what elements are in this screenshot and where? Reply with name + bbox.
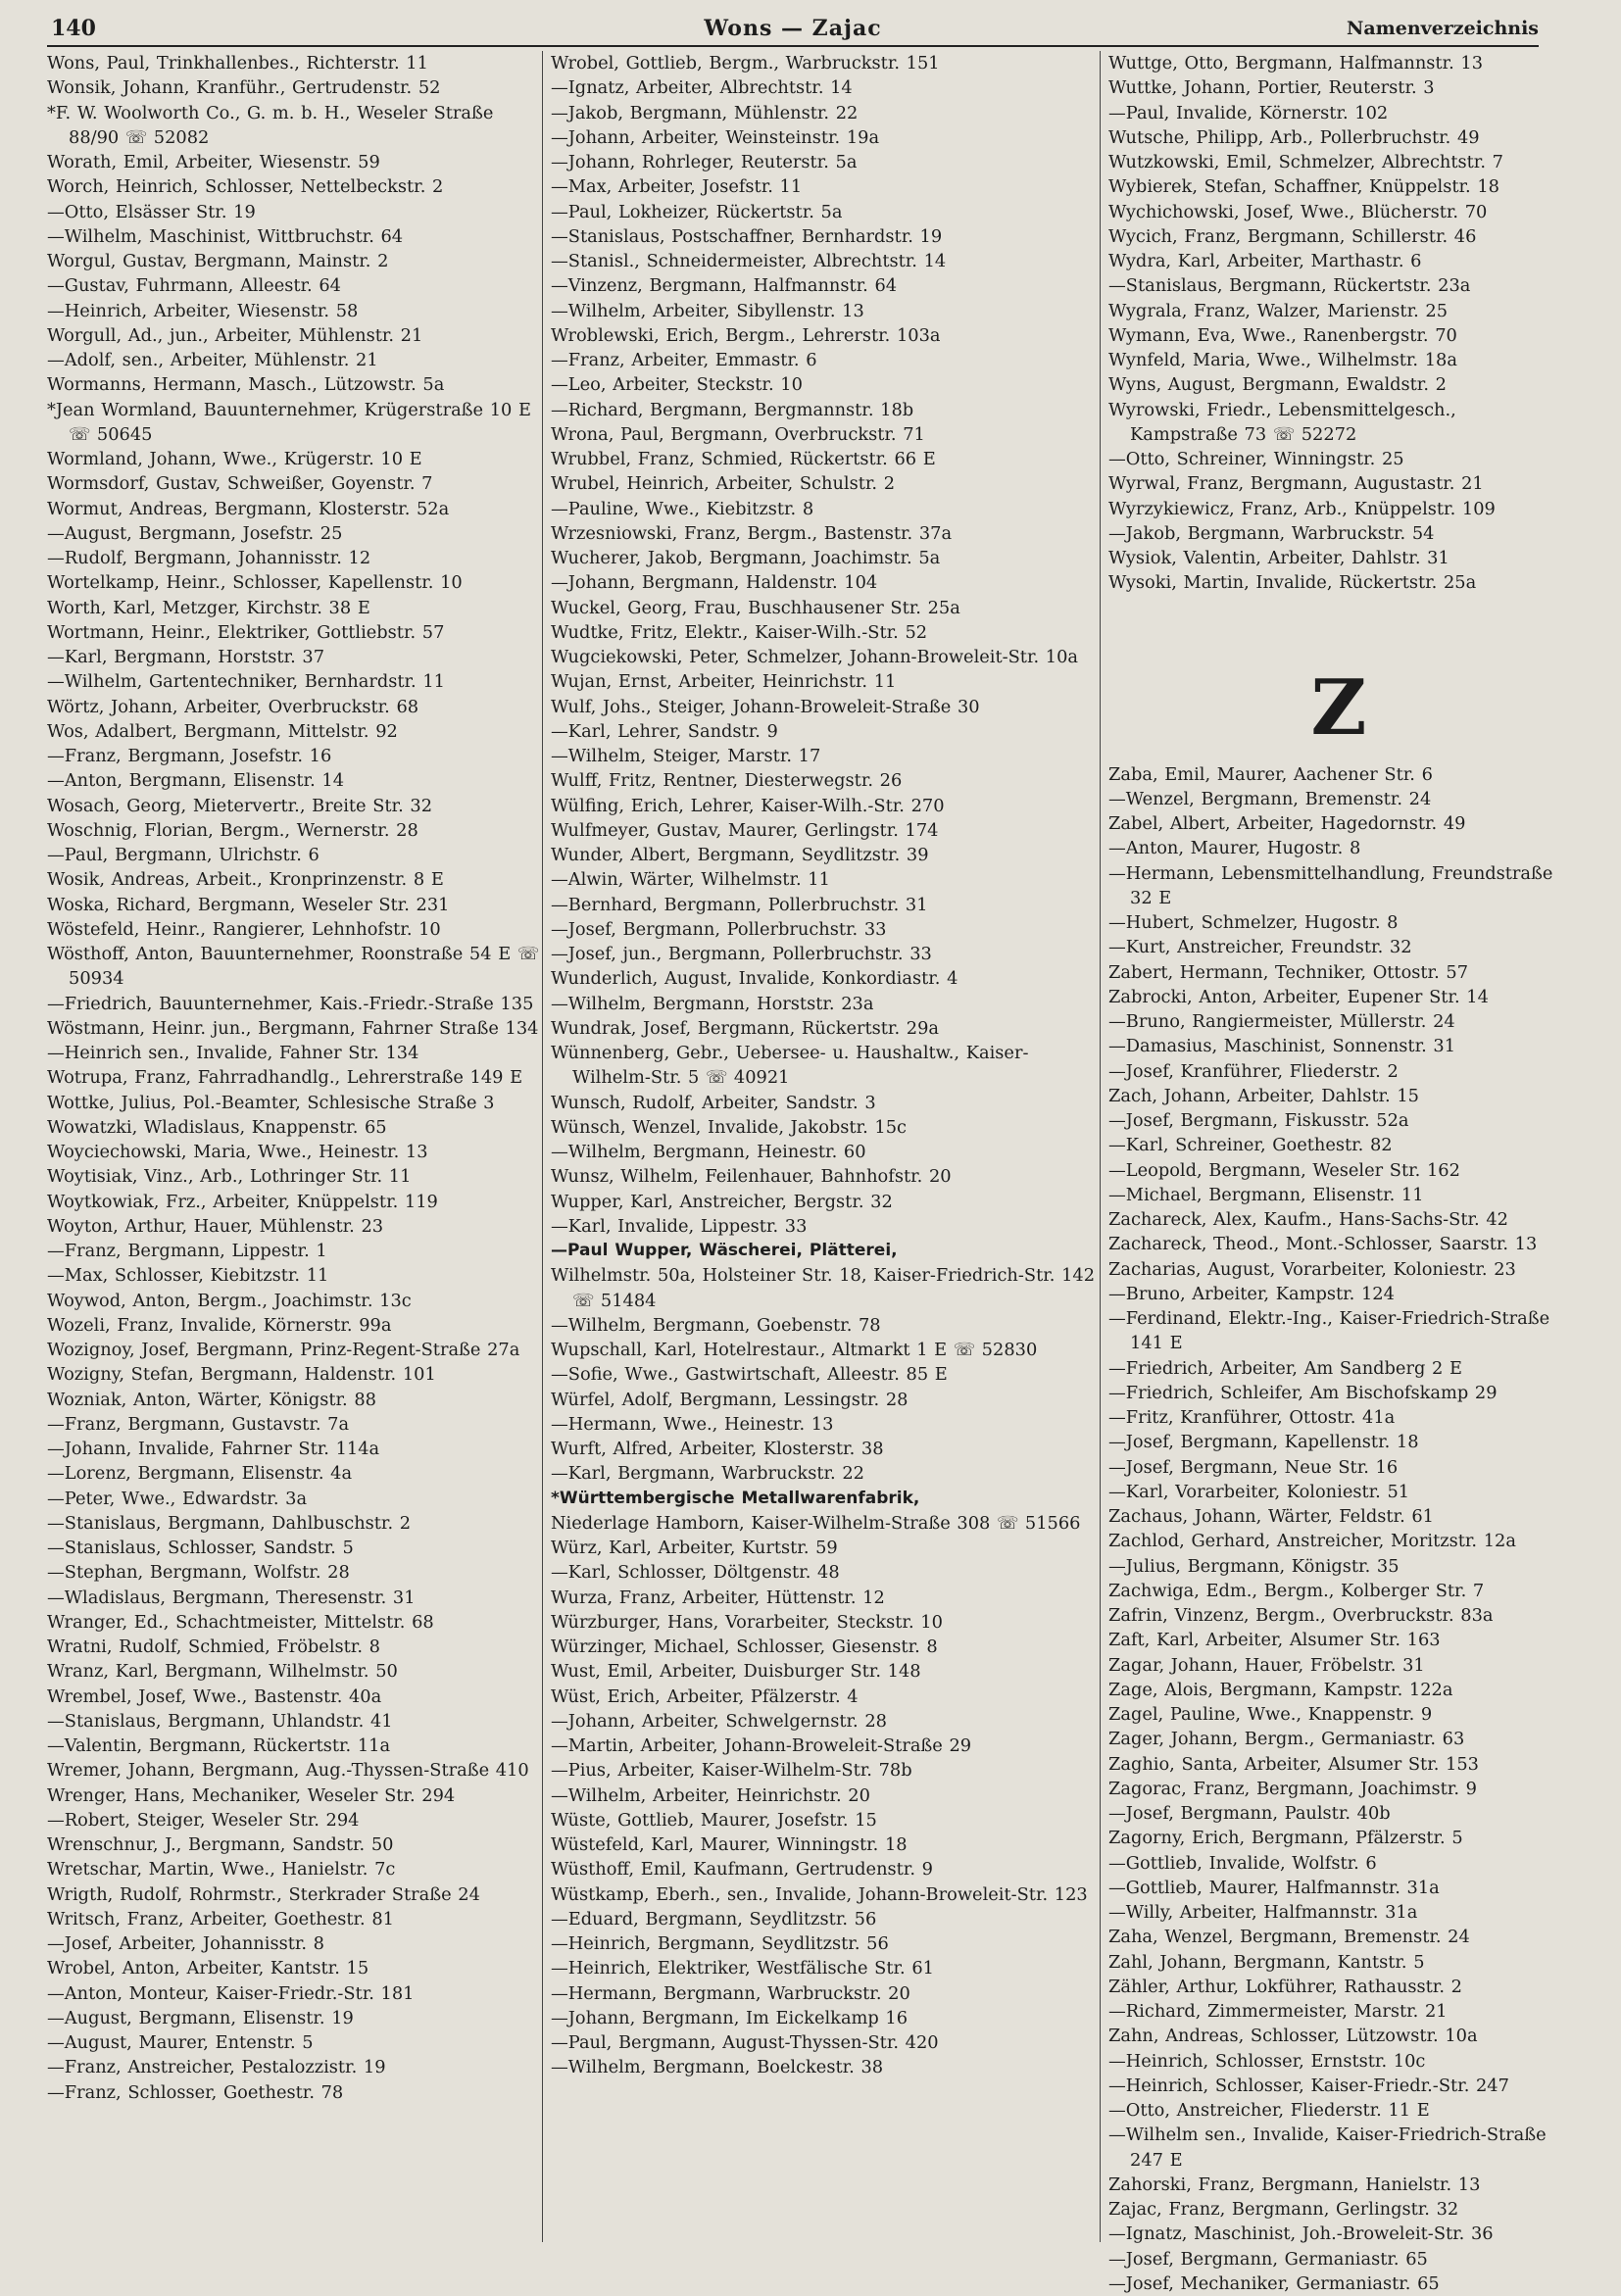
directory-entry: Wrigth, Rudolf, Rohrmstr., Sterkrader Straße 24 (47, 1882, 542, 1907)
directory-entry: —Jakob, Bergmann, Mühlenstr. 22 (551, 101, 1100, 125)
directory-entry: Wos, Adalbert, Bergmann, Mittelstr. 92 (47, 719, 542, 744)
directory-entry: —Wilhelm, Steiger, Marstr. 17 (551, 744, 1100, 768)
directory-entry: Zahn, Andreas, Schlosser, Lützowstr. 10a (1108, 2024, 1569, 2048)
directory-entry: —Stanislaus, Postschaffner, Bernhardstr. 19 (551, 224, 1100, 249)
column-3-entries-w (1108, 51, 1569, 596)
directory-entry: —Otto, Schreiner, Winningstr. 25 (1108, 447, 1569, 471)
directory-entry: Wratni, Rudolf, Schmied, Fröbelstr. 8 (47, 1635, 542, 1659)
directory-entry: —Josef, Bergmann, Kapellenstr. 18 (1108, 1430, 1569, 1454)
directory-entry: —Wilhelm, Gartentechniker, Bernhardstr. 11 (47, 669, 542, 694)
directory-entry: Wilhelmstr. 50a, Holsteiner Str. 18, Kaiser-Friedrich-Str. 142 ☏ 51484 (551, 1263, 1100, 1313)
directory-entry: —Friedrich, Arbeiter, Am Sandberg 2 E (1108, 1356, 1569, 1381)
directory-entry: —Gustav, Fuhrmann, Alleestr. 64 (47, 273, 542, 298)
directory-entry: Wormut, Andreas, Bergmann, Klosterstr. 52a (47, 497, 542, 521)
directory-entry: Wremer, Johann, Bergmann, Aug.-Thyssen-Straße 410 (47, 1758, 542, 1783)
directory-entry: Wutsche, Philipp, Arb., Pollerbruchstr. 49 (1108, 125, 1569, 150)
column-2 (551, 51, 1101, 2242)
column-1 (47, 51, 543, 2242)
directory-entry: —Heinrich, Schlosser, Ernststr. 10c (1108, 2049, 1569, 2074)
directory-entry: —Wilhelm sen., Invalide, Kaiser-Friedrich-Straße 247 E (1108, 2123, 1569, 2173)
directory-entry: —Willy, Arbeiter, Halfmannstr. 31a (1108, 1900, 1569, 1925)
directory-entry: Wupschall, Karl, Hotelrestaur., Altmarkt 1 E ☏ 52830 (551, 1338, 1100, 1362)
directory-entry: —Karl, Bergmann, Horststr. 37 (47, 645, 542, 669)
directory-entry: —Richard, Bergmann, Bergmannstr. 18b (551, 398, 1100, 422)
directory-entry: —Anton, Maurer, Hugostr. 8 (1108, 836, 1569, 860)
directory-entry: —Karl, Schlosser, Döltgenstr. 48 (551, 1560, 1100, 1585)
directory-entry: Zahl, Johann, Bergmann, Kantstr. 5 (1108, 1950, 1569, 1975)
directory-entry: Wrenger, Hans, Mechaniker, Weseler Str. 294 (47, 1783, 542, 1808)
directory-entry: —Alwin, Wärter, Wilhelmstr. 11 (551, 867, 1100, 892)
directory-entry: —Julius, Bergmann, Königstr. 35 (1108, 1554, 1569, 1579)
directory-entry: Wrona, Paul, Bergmann, Overbruckstr. 71 (551, 422, 1100, 447)
directory-entry: Wybierek, Stefan, Schaffner, Knüppelstr. 18 (1108, 174, 1569, 199)
directory-entry: Wymann, Eva, Wwe., Ranenbergstr. 70 (1108, 323, 1569, 348)
directory-entry: —Johann, Arbeiter, Weinsteinstr. 19a (551, 125, 1100, 150)
directory-entry: Woschnig, Florian, Bergm., Wernerstr. 28 (47, 818, 542, 843)
directory-entry: —Stanislaus, Bergmann, Rückertstr. 23a (1108, 273, 1569, 298)
directory-entry: —Paul, Lokheizer, Rückertstr. 5a (551, 200, 1100, 224)
directory-entry: Niederlage Hamborn, Kaiser-Wilhelm-Straße 308 ☏ 51566 (551, 1511, 1100, 1536)
directory-entry: —Josef, Bergmann, Pollerbruchstr. 33 (551, 917, 1100, 942)
directory-entry: —Franz, Bergmann, Josefstr. 16 (47, 744, 542, 768)
directory-entry: —Paul, Bergmann, August-Thyssen-Str. 420 (551, 2030, 1100, 2055)
directory-entry: —Rudolf, Bergmann, Johannisstr. 12 (47, 546, 542, 570)
directory-entry: Zahorski, Franz, Bergmann, Hanielstr. 13 (1108, 2173, 1569, 2197)
directory-entry: Wurza, Franz, Arbeiter, Hüttenstr. 12 (551, 1586, 1100, 1610)
directory-entry: Wyns, August, Bergmann, Ewaldstr. 2 (1108, 372, 1569, 397)
directory-entry: —Leopold, Bergmann, Weseler Str. 162 (1108, 1158, 1569, 1183)
page-header (47, 12, 1539, 47)
directory-entry: —Vinzenz, Bergmann, Halfmannstr. 64 (551, 273, 1100, 298)
directory-entry: —Pius, Arbeiter, Kaiser-Wilhelm-Str. 78b (551, 1758, 1100, 1783)
directory-entry: —Hubert, Schmelzer, Hugostr. 8 (1108, 910, 1569, 935)
directory-entry: —Ignatz, Arbeiter, Albrechtstr. 14 (551, 75, 1100, 100)
directory-entry: Wychichowski, Josef, Wwe., Blücherstr. 70 (1108, 200, 1569, 224)
directory-entry: —Johann, Arbeiter, Schwelgernstr. 28 (551, 1709, 1100, 1734)
directory-entry: —Karl, Bergmann, Warbruckstr. 22 (551, 1461, 1100, 1486)
directory-entry: —Anton, Bergmann, Elisenstr. 14 (47, 768, 542, 793)
directory-entry: Wotrupa, Franz, Fahrradhandlg., Lehrerstraße 149 E (47, 1065, 542, 1090)
directory-entry: Wozniak, Anton, Wärter, Königstr. 88 (47, 1388, 542, 1412)
directory-entry: —Stanislaus, Bergmann, Dahlbuschstr. 2 (47, 1511, 542, 1536)
directory-entry: Zabert, Hermann, Techniker, Ottostr. 57 (1108, 960, 1569, 985)
directory-entry: —Paul, Bergmann, Ulrichstr. 6 (47, 843, 542, 867)
directory-entry: —Valentin, Bergmann, Rückertstr. 11a (47, 1734, 542, 1758)
directory-entry: Wunderlich, August, Invalide, Konkordiastr. 4 (551, 966, 1100, 991)
directory-entry: Zaba, Emil, Maurer, Aachener Str. 6 (1108, 762, 1569, 787)
directory-entry: Zachlod, Gerhard, Anstreicher, Moritzstr. 12a (1108, 1529, 1569, 1553)
directory-entry: —Heinrich, Schlosser, Kaiser-Friedr.-Str. 247 (1108, 2074, 1569, 2098)
directory-entry: —Wilhelm, Bergmann, Heinestr. 60 (551, 1140, 1100, 1164)
directory-entry: —Gottlieb, Invalide, Wolfstr. 6 (1108, 1851, 1569, 1876)
directory-entry: Wunder, Albert, Bergmann, Seydlitzstr. 39 (551, 843, 1100, 867)
directory-entry: Zabel, Albert, Arbeiter, Hagedornstr. 49 (1108, 811, 1569, 836)
directory-entry: Wrzesniowski, Franz, Bergm., Bastenstr. 37a (551, 521, 1100, 546)
directory-entry: —Kurt, Anstreicher, Freundstr. 32 (1108, 935, 1569, 959)
directory-entry: Wygrala, Franz, Walzer, Marienstr. 25 (1108, 299, 1569, 323)
directory-entry: —Friedrich, Schleifer, Am Bischofskamp 29 (1108, 1381, 1569, 1405)
directory-entry: Zach, Johann, Arbeiter, Dahlstr. 15 (1108, 1084, 1569, 1108)
directory-entry: Wons, Paul, Trinkhallenbes., Richterstr. 11 (47, 51, 542, 75)
directory-entry: Writsch, Franz, Arbeiter, Goethestr. 81 (47, 1907, 542, 1931)
directory-entry: —Hermann, Wwe., Heinestr. 13 (551, 1412, 1100, 1437)
directory-entry: —Franz, Bergmann, Lippestr. 1 (47, 1239, 542, 1263)
directory-entry: —Wilhelm, Maschinist, Wittbruchstr. 64 (47, 224, 542, 249)
directory-entry: Wurft, Alfred, Arbeiter, Klosterstr. 38 (551, 1437, 1100, 1461)
directory-entry: Zabrocki, Anton, Arbeiter, Eupener Str. 14 (1108, 985, 1569, 1009)
directory-entry: —Franz, Anstreicher, Pestalozzistr. 19 (47, 2055, 542, 2079)
directory-entry: Woyciechowski, Maria, Wwe., Heinestr. 13 (47, 1140, 542, 1164)
directory-entry: —Wilhelm, Bergmann, Goebenstr. 78 (551, 1313, 1100, 1338)
directory-entry: —Max, Schlosser, Kiebitzstr. 11 (47, 1263, 542, 1288)
directory-entry: Wucherer, Jakob, Bergmann, Joachimstr. 5a (551, 546, 1100, 570)
directory-entry: —Ferdinand, Elektr.-Ing., Kaiser-Friedrich-Straße 141 E (1108, 1306, 1569, 1356)
directory-entry: —Pauline, Wwe., Kiebitzstr. 8 (551, 497, 1100, 521)
directory-entry: —Eduard, Bergmann, Seydlitzstr. 56 (551, 1907, 1100, 1931)
directory-entry: Wünnenberg, Gebr., Uebersee- u. Haushaltw., Kaiser-Wilhelm-Str. 5 ☏ 40921 (551, 1041, 1100, 1091)
directory-entry: Wüst, Erich, Arbeiter, Pfälzerstr. 4 (551, 1685, 1100, 1709)
directory-entry: Wrubel, Heinrich, Arbeiter, Schulstr. 2 (551, 471, 1100, 496)
column-3 (1108, 51, 1569, 2242)
directory-entry: —Josef, Kranführer, Fliederstr. 2 (1108, 1059, 1569, 1084)
page-number: 140 (51, 16, 96, 41)
directory-entry: —Heinrich, Arbeiter, Wiesenstr. 58 (47, 299, 542, 323)
directory-entry: —Josef, Arbeiter, Johannisstr. 8 (47, 1931, 542, 1956)
directory-entry: Wycich, Franz, Bergmann, Schillerstr. 46 (1108, 224, 1569, 249)
directory-entry: Wunsz, Wilhelm, Feilenhauer, Bahnhofstr. 20 (551, 1164, 1100, 1189)
directory-entry: Wyrowski, Friedr., Lebensmittelgesch., Kampstraße 73 ☏ 52272 (1108, 398, 1569, 448)
directory-entry: —Johann, Rohrleger, Reuterstr. 5a (551, 150, 1100, 174)
directory-entry: —Wilhelm, Bergmann, Boelckestr. 38 (551, 2055, 1100, 2079)
directory-entry: —August, Bergmann, Josefstr. 25 (47, 521, 542, 546)
directory-entry: Wormanns, Hermann, Masch., Lützowstr. 5a (47, 372, 542, 397)
directory-entry: *Württembergische Metallwarenfabrik, (551, 1487, 1100, 1511)
directory-entry: Würfel, Adolf, Bergmann, Lessingstr. 28 (551, 1388, 1100, 1412)
directory-entry: —Franz, Arbeiter, Emmastr. 6 (551, 348, 1100, 372)
directory-entry: —Gottlieb, Maurer, Halfmannstr. 31a (1108, 1876, 1569, 1900)
directory-entry: —Josef, jun., Bergmann, Pollerbruchstr. 33 (551, 942, 1100, 966)
directory-entry: Wüsthoff, Emil, Kaufmann, Gertrudenstr. 9 (551, 1857, 1100, 1881)
directory-entry: Wuttke, Johann, Portier, Reuterstr. 3 (1108, 75, 1569, 100)
directory-entry: Zähler, Arthur, Lokführer, Rathausstr. 2 (1108, 1975, 1569, 1999)
directory-entry: Wyrwal, Franz, Bergmann, Augustastr. 21 (1108, 471, 1569, 496)
directory-entry: Wydra, Karl, Arbeiter, Marthastr. 6 (1108, 249, 1569, 273)
directory-entry: —Paul, Invalide, Körnerstr. 102 (1108, 101, 1569, 125)
directory-entry: Wortelkamp, Heinr., Schlosser, Kapellenstr. 10 (47, 570, 542, 595)
directory-entry: Wortmann, Heinr., Elektriker, Gottliebstr. 57 (47, 620, 542, 645)
directory-entry: —Heinrich, Bergmann, Seydlitzstr. 56 (551, 1931, 1100, 1956)
directory-entry: —Bruno, Arbeiter, Kampstr. 124 (1108, 1282, 1569, 1306)
directory-entry: Wozignoy, Josef, Bergmann, Prinz-Regent-Straße 27a (47, 1338, 542, 1362)
directory-entry: Wormsdorf, Gustav, Schweißer, Goyenstr. 7 (47, 471, 542, 496)
directory-entry: —Wilhelm, Arbeiter, Sibyllenstr. 13 (551, 299, 1100, 323)
directory-entry: Zachareck, Alex, Kaufm., Hans-Sachs-Str. 42 (1108, 1207, 1569, 1232)
section-title: Namenverzeichnis (1347, 18, 1539, 39)
directory-entry: —Stanislaus, Bergmann, Uhlandstr. 41 (47, 1709, 542, 1734)
directory-entry: —Paul Wupper, Wäscherei, Plätterei, (551, 1239, 1100, 1263)
directory-entry: —Josef, Bergmann, Fiskusstr. 52a (1108, 1108, 1569, 1133)
directory-entry: Worch, Heinrich, Schlosser, Nettelbeckstr. 2 (47, 174, 542, 199)
directory-entry: Wutzkowski, Emil, Schmelzer, Albrechtstr. 7 (1108, 150, 1569, 174)
directory-entry: —Wilhelm, Bergmann, Horststr. 23a (551, 992, 1100, 1016)
directory-entry: —Karl, Schreiner, Goethestr. 82 (1108, 1133, 1569, 1157)
directory-entry: —Peter, Wwe., Edwardstr. 3a (47, 1487, 542, 1511)
directory-entry: Wranz, Karl, Bergmann, Wilhelmstr. 50 (47, 1659, 542, 1684)
directory-entry: Zage, Alois, Bergmann, Kampstr. 122a (1108, 1678, 1569, 1702)
directory-entry: —Josef, Bergmann, Paulstr. 40b (1108, 1801, 1569, 1826)
directory-entry: Worgull, Ad., jun., Arbeiter, Mühlenstr. 21 (47, 323, 542, 348)
directory-entry: Zagar, Johann, Hauer, Fröbelstr. 31 (1108, 1653, 1569, 1678)
directory-entry: Zaghio, Santa, Arbeiter, Alsumer Str. 153 (1108, 1752, 1569, 1777)
directory-entry: Wyrzykiewicz, Franz, Arb., Knüppelstr. 109 (1108, 497, 1569, 521)
directory-entry: Zager, Johann, Bergm., Germaniastr. 63 (1108, 1727, 1569, 1751)
directory-entry: Woywod, Anton, Bergm., Joachimstr. 13c (47, 1289, 542, 1313)
directory-entry: Worth, Karl, Metzger, Kirchstr. 38 E (47, 596, 542, 620)
directory-entry: —August, Maurer, Entenstr. 5 (47, 2030, 542, 2055)
directory-entry: Wöstmann, Heinr. jun., Bergmann, Fahrner Straße 134 (47, 1016, 542, 1041)
directory-entry: —August, Bergmann, Elisenstr. 19 (47, 2006, 542, 2030)
columns (47, 51, 1566, 2242)
directory-entry: —Damasius, Maschinist, Sonnenstr. 31 (1108, 1034, 1569, 1058)
directory-entry: Wuttge, Otto, Bergmann, Halfmannstr. 13 (1108, 51, 1569, 75)
directory-entry: —Anton, Monteur, Kaiser-Friedr.-Str. 181 (47, 1981, 542, 2006)
directory-entry: Wroblewski, Erich, Bergm., Lehrerstr. 103a (551, 323, 1100, 348)
directory-entry: —Josef, Mechaniker, Germaniastr. 65 (1108, 2272, 1569, 2296)
name-range: Wons — Zajac (47, 16, 1539, 41)
directory-entry: Wösthoff, Anton, Bauunternehmer, Roonstraße 54 E ☏ 50934 (47, 942, 542, 992)
directory-entry: —Josef, Bergmann, Germaniastr. 65 (1108, 2247, 1569, 2272)
directory-entry: Wozeli, Franz, Invalide, Körnerstr. 99a (47, 1313, 542, 1338)
directory-entry: Wugciekowski, Peter, Schmelzer, Johann-Broweleit-Str. 10a (551, 645, 1100, 669)
section-letter: Z (1108, 635, 1569, 762)
directory-entry: Woytisiak, Vinz., Arb., Lothringer Str. 11 (47, 1164, 542, 1189)
directory-entry: Zachareck, Theod., Mont.-Schlosser, Saarstr. 13 (1108, 1232, 1569, 1256)
directory-entry: —Hermann, Lebensmittelhandlung, Freundstraße 32 E (1108, 861, 1569, 911)
directory-entry: —Leo, Arbeiter, Steckstr. 10 (551, 372, 1100, 397)
directory-entry: Zaha, Wenzel, Bergmann, Bremenstr. 24 (1108, 1925, 1569, 1949)
directory-entry: Würzburger, Hans, Vorarbeiter, Steckstr. 10 (551, 1610, 1100, 1635)
directory-entry: —Adolf, sen., Arbeiter, Mühlenstr. 21 (47, 348, 542, 372)
directory-entry: —Max, Arbeiter, Josefstr. 11 (551, 174, 1100, 199)
directory-entry: —Johann, Bergmann, Haldenstr. 104 (551, 570, 1100, 595)
directory-entry: Wöstefeld, Heinr., Rangierer, Lehnhofstr. 10 (47, 917, 542, 942)
directory-entry: Wunsch, Rudolf, Arbeiter, Sandstr. 3 (551, 1091, 1100, 1115)
directory-entry: Wrobel, Anton, Arbeiter, Kantstr. 15 (47, 1956, 542, 1980)
directory-entry: —Otto, Anstreicher, Fliederstr. 11 E (1108, 2098, 1569, 2123)
directory-entry: —Robert, Steiger, Weseler Str. 294 (47, 1808, 542, 1832)
directory-entry: Wüste, Gottlieb, Maurer, Josefstr. 15 (551, 1808, 1100, 1832)
directory-entry: Wosik, Andreas, Arbeit., Kronprinzenstr. 8 E (47, 867, 542, 892)
directory-entry: Wünsch, Wenzel, Invalide, Jakobstr. 15c (551, 1115, 1100, 1140)
directory-entry: Wrenschnur, J., Bergmann, Sandstr. 50 (47, 1832, 542, 1857)
directory-entry: Wujan, Ernst, Arbeiter, Heinrichstr. 11 (551, 669, 1100, 694)
directory-entry: Wüstkamp, Eberh., sen., Invalide, Johann-Broweleit-Str. 123 (551, 1882, 1100, 1907)
directory-entry: Wörtz, Johann, Arbeiter, Overbruckstr. 68 (47, 695, 542, 719)
directory-entry: Wüstefeld, Karl, Maurer, Winningstr. 18 (551, 1832, 1100, 1857)
directory-entry: Wonsik, Johann, Kranführ., Gertrudenstr. 52 (47, 75, 542, 100)
directory-entry: Woska, Richard, Bergmann, Weseler Str. 231 (47, 893, 542, 917)
directory-entry: Würzinger, Michael, Schlosser, Giesenstr. 8 (551, 1635, 1100, 1659)
directory-entry: Worgul, Gustav, Bergmann, Mainstr. 2 (47, 249, 542, 273)
directory-entry: Zajac, Franz, Bergmann, Gerlingstr. 32 (1108, 2197, 1569, 2222)
directory-entry: Zachaus, Johann, Wärter, Feldstr. 61 (1108, 1504, 1569, 1529)
directory-entry: Wormland, Johann, Wwe., Krügerstr. 10 E (47, 447, 542, 471)
directory-entry: —Karl, Invalide, Lippestr. 33 (551, 1214, 1100, 1239)
directory-entry: —Bruno, Rangiermeister, Müllerstr. 24 (1108, 1009, 1569, 1034)
directory-entry: Wust, Emil, Arbeiter, Duisburger Str. 148 (551, 1659, 1100, 1684)
directory-entry: Zagorny, Erich, Bergmann, Pfälzerstr. 5 (1108, 1826, 1569, 1850)
directory-entry: —Otto, Elsässer Str. 19 (47, 200, 542, 224)
directory-entry: Wozigny, Stefan, Bergmann, Haldenstr. 101 (47, 1362, 542, 1387)
directory-entry: —Ignatz, Maschinist, Joh.-Broweleit-Str. 36 (1108, 2222, 1569, 2246)
directory-entry: —Bernhard, Bergmann, Pollerbruchstr. 31 (551, 893, 1100, 917)
directory-entry: Woytkowiak, Frz., Arbeiter, Knüppelstr. 119 (47, 1190, 542, 1214)
directory-entry: Zagel, Pauline, Wwe., Knappenstr. 9 (1108, 1702, 1569, 1727)
directory-entry: —Jakob, Bergmann, Warbruckstr. 54 (1108, 521, 1569, 546)
directory-entry: —Martin, Arbeiter, Johann-Broweleit-Straße 29 (551, 1734, 1100, 1758)
directory-entry: Zachwiga, Edm., Bergm., Kolberger Str. 7 (1108, 1579, 1569, 1603)
directory-entry: *Jean Wormland, Bauunternehmer, Krügerstraße 10 E ☏ 50645 (47, 398, 542, 448)
directory-entry: —Wilhelm, Arbeiter, Heinrichstr. 20 (551, 1783, 1100, 1808)
directory-entry: Wulf, Johs., Steiger, Johann-Broweleit-Straße 30 (551, 695, 1100, 719)
directory-entry: Wülfing, Erich, Lehrer, Kaiser-Wilh.-Str. 270 (551, 794, 1100, 818)
directory-entry: Wrembel, Josef, Wwe., Bastenstr. 40a (47, 1685, 542, 1709)
directory-entry: Wrubbel, Franz, Schmied, Rückertstr. 66 E (551, 447, 1100, 471)
directory-entry: —Wladislaus, Bergmann, Theresenstr. 31 (47, 1586, 542, 1610)
directory-entry: —Hermann, Bergmann, Warbruckstr. 20 (551, 1981, 1100, 2006)
directory-entry: —Lorenz, Bergmann, Elisenstr. 4a (47, 1461, 542, 1486)
directory-entry: Wynfeld, Maria, Wwe., Wilhelmstr. 18a (1108, 348, 1569, 372)
directory-entry: —Franz, Schlosser, Goethestr. 78 (47, 2080, 542, 2105)
directory-entry: —Fritz, Kranführer, Ottostr. 41a (1108, 1405, 1569, 1430)
directory-entry: —Johann, Bergmann, Im Eickelkamp 16 (551, 2006, 1100, 2030)
directory-entry: *F. W. Woolworth Co., G. m. b. H., Weseler Straße 88/90 ☏ 52082 (47, 101, 542, 151)
directory-entry: Wudtke, Fritz, Elektr., Kaiser-Wilh.-Str. 52 (551, 620, 1100, 645)
directory-entry: Wranger, Ed., Schachtmeister, Mittelstr. 68 (47, 1610, 542, 1635)
directory-entry: Worath, Emil, Arbeiter, Wiesenstr. 59 (47, 150, 542, 174)
directory-entry: —Johann, Invalide, Fahrner Str. 114a (47, 1437, 542, 1461)
directory-entry: Wrobel, Gottlieb, Bergm., Warbruckstr. 151 (551, 51, 1100, 75)
directory-entry: —Heinrich sen., Invalide, Fahner Str. 134 (47, 1041, 542, 1065)
directory-entry: —Wenzel, Bergmann, Bremenstr. 24 (1108, 787, 1569, 811)
directory-entry: Wupper, Karl, Anstreicher, Bergstr. 32 (551, 1190, 1100, 1214)
directory-entry: —Josef, Bergmann, Neue Str. 16 (1108, 1455, 1569, 1480)
directory-entry: Wysiok, Valentin, Arbeiter, Dahlstr. 31 (1108, 546, 1569, 570)
directory-entry: —Michael, Bergmann, Elisenstr. 11 (1108, 1183, 1569, 1207)
directory-entry: —Heinrich, Elektriker, Westfälische Str. 61 (551, 1956, 1100, 1980)
directory-entry: Wosach, Georg, Mietervertr., Breite Str. 32 (47, 794, 542, 818)
directory-entry: Wysoki, Martin, Invalide, Rückertstr. 25a (1108, 570, 1569, 595)
directory-entry: —Sofie, Wwe., Gastwirtschaft, Alleestr. 85 E (551, 1362, 1100, 1387)
directory-entry: Wundrak, Josef, Bergmann, Rückertstr. 29a (551, 1016, 1100, 1041)
directory-entry: —Stanisl., Schneidermeister, Albrechtstr. 14 (551, 249, 1100, 273)
directory-entry: —Richard, Zimmermeister, Marstr. 21 (1108, 1999, 1569, 2024)
directory-entry: —Franz, Bergmann, Gustavstr. 7a (47, 1412, 542, 1437)
directory-entry: Wowatzki, Wladislaus, Knappenstr. 65 (47, 1115, 542, 1140)
directory-entry: Würz, Karl, Arbeiter, Kurtstr. 59 (551, 1536, 1100, 1560)
directory-entry: —Friedrich, Bauunternehmer, Kais.-Friedr.-Straße 135 (47, 992, 542, 1016)
directory-entry: —Karl, Vorarbeiter, Koloniestr. 51 (1108, 1480, 1569, 1504)
directory-entry: Wulfmeyer, Gustav, Maurer, Gerlingstr. 174 (551, 818, 1100, 843)
directory-entry: Zaft, Karl, Arbeiter, Alsumer Str. 163 (1108, 1628, 1569, 1652)
directory-entry: —Karl, Lehrer, Sandstr. 9 (551, 719, 1100, 744)
directory-entry: —Stanislaus, Schlosser, Sandstr. 5 (47, 1536, 542, 1560)
directory-entry: Woyton, Arthur, Hauer, Mühlenstr. 23 (47, 1214, 542, 1239)
directory-entry: Zagorac, Franz, Bergmann, Joachimstr. 9 (1108, 1777, 1569, 1801)
directory-entry: Wulff, Fritz, Rentner, Diesterwegstr. 26 (551, 768, 1100, 793)
directory-entry: Zacharias, August, Vorarbeiter, Koloniestr. 23 (1108, 1257, 1569, 1282)
column-3-entries-z (1108, 762, 1569, 2296)
directory-entry: Wuckel, Georg, Frau, Buschhausener Str. 25a (551, 596, 1100, 620)
directory-entry: Wretschar, Martin, Wwe., Hanielstr. 7c (47, 1857, 542, 1881)
directory-entry: —Stephan, Bergmann, Wolfstr. 28 (47, 1560, 542, 1585)
directory-entry: Zafrin, Vinzenz, Bergm., Overbruckstr. 83a (1108, 1603, 1569, 1628)
directory-entry: Wottke, Julius, Pol.-Beamter, Schlesische Straße 3 (47, 1091, 542, 1115)
